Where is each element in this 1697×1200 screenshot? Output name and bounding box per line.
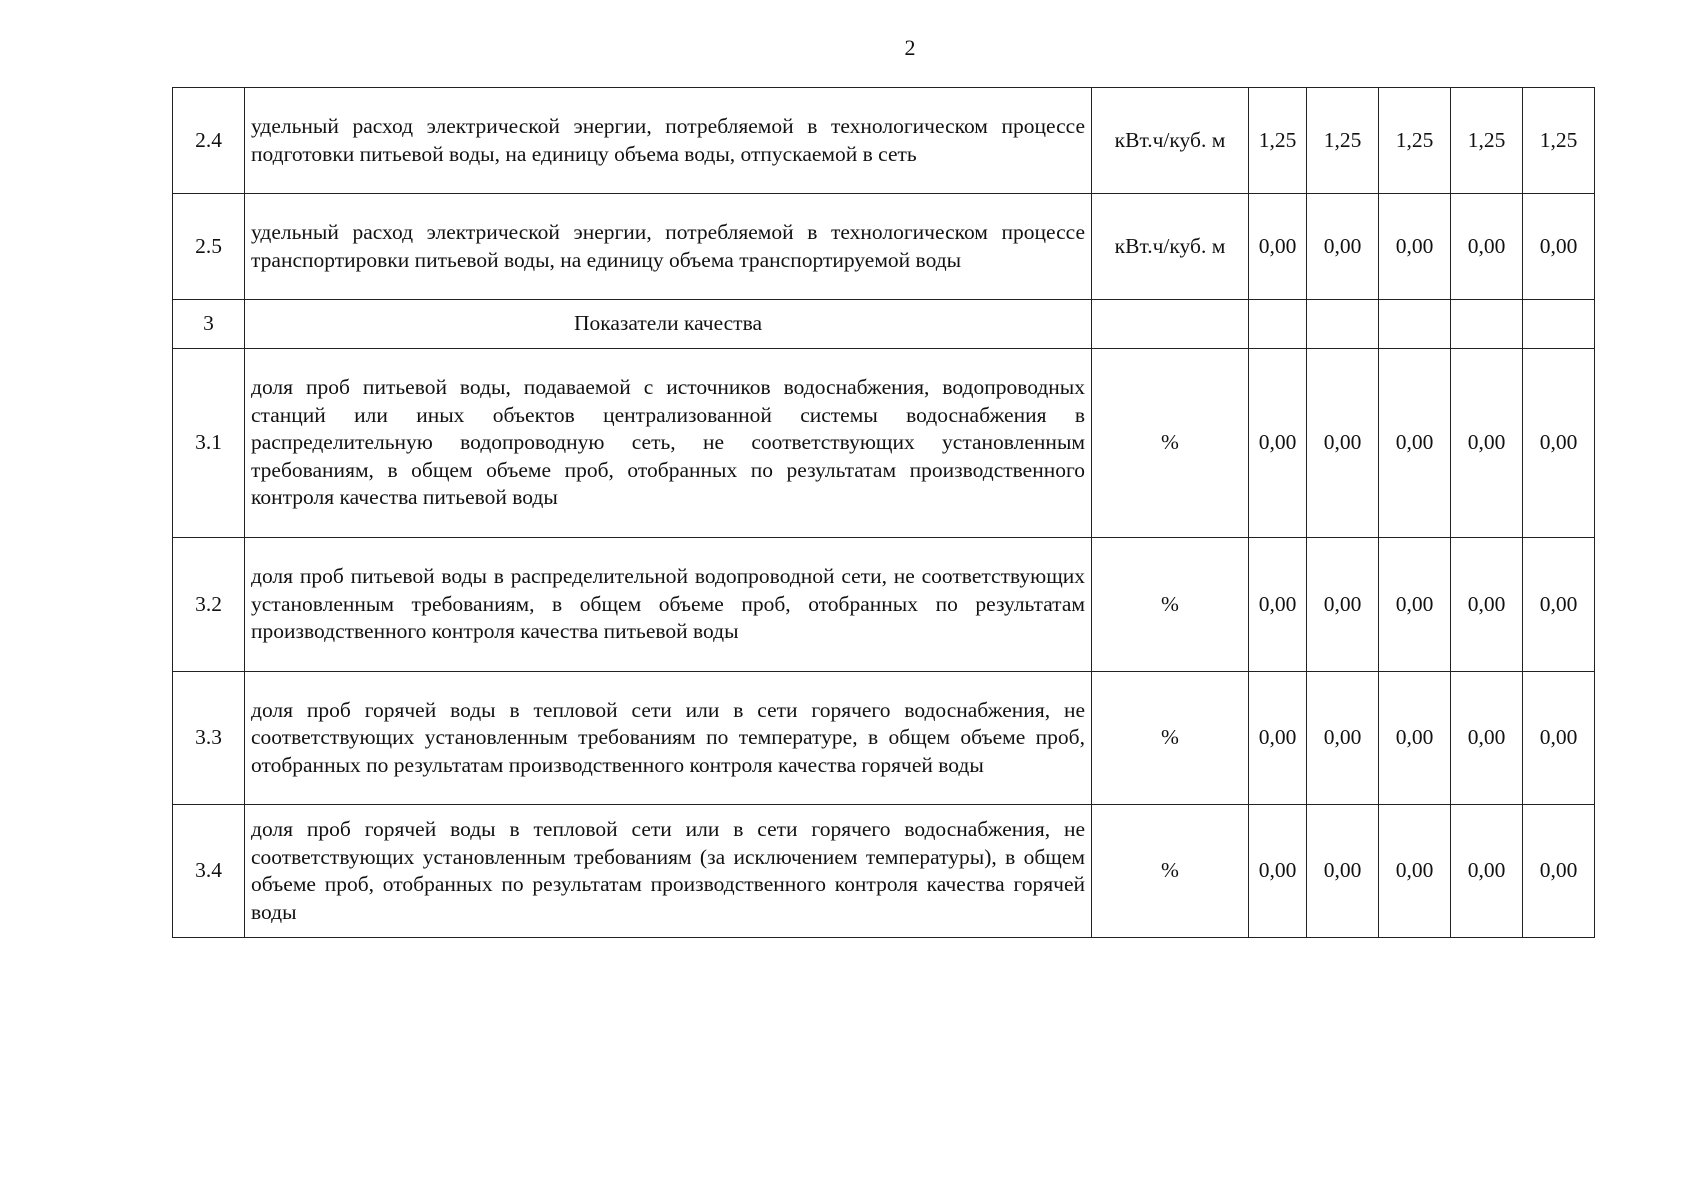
- table-row: [173, 538, 1595, 672]
- row-value: 0,00: [1249, 672, 1307, 805]
- row-value: 0,00: [1523, 194, 1595, 300]
- row-value: 1,25: [1249, 88, 1307, 194]
- row-value: [1523, 300, 1595, 349]
- row-number: 3.3: [173, 672, 245, 805]
- row-description: удельный расход электрической энергии, потребляемой в технологическом процессе подготовки питьевой воды, на единицу объема воды, отпускаемой в сеть: [245, 88, 1092, 194]
- row-value: 1,25: [1379, 88, 1451, 194]
- section-title: Показатели качества: [245, 300, 1092, 349]
- row-value: 0,00: [1451, 538, 1523, 672]
- row-number: 2.4: [173, 88, 245, 194]
- row-value: 0,00: [1523, 805, 1595, 938]
- page-number: 2: [904, 35, 916, 60]
- row-value: 0,00: [1307, 194, 1379, 300]
- row-number: 3.1: [173, 349, 245, 538]
- row-description: доля проб горячей воды в тепловой сети или в сети горячего водоснабжения, не соответствующих установленным требованиям по температуре, в общем объеме проб, отобранных по результатам производственного контроля качества горячей воды: [245, 672, 1092, 805]
- row-value: 0,00: [1379, 805, 1451, 938]
- row-value: 0,00: [1451, 805, 1523, 938]
- row-value: 0,00: [1249, 805, 1307, 938]
- row-unit: %: [1092, 672, 1249, 805]
- row-value: 0,00: [1307, 349, 1379, 538]
- row-description: доля проб питьевой воды, подаваемой с источников водоснабжения, водопроводных станций или иных объектов централизованной системы водоснабжения в распределительную водопроводную сеть, не соответствующих установленным требованиям, в общем объеме проб, отобранных по результатам производственного контроля качества питьевой воды: [245, 349, 1092, 538]
- row-description: удельный расход электрической энергии, потребляемой в технологическом процессе транспортировки питьевой воды, на единицу объема транспортируемой воды: [245, 194, 1092, 300]
- section-number: 3: [173, 300, 245, 349]
- row-number: 3.4: [173, 805, 245, 938]
- row-description: доля проб питьевой воды в распределительной водопроводной сети, не соответствующих установленным требованиям, в общем объеме проб, отобранных по результатам производственного контроля качества питьевой воды: [245, 538, 1092, 672]
- row-unit: кВт.ч/куб. м: [1092, 194, 1249, 300]
- table-row: [173, 88, 1595, 194]
- row-value: 0,00: [1307, 805, 1379, 938]
- row-value: 0,00: [1379, 672, 1451, 805]
- row-value: 1,25: [1307, 88, 1379, 194]
- row-value: [1451, 300, 1523, 349]
- row-unit: [1092, 300, 1249, 349]
- row-number: 3.2: [173, 538, 245, 672]
- row-value: 0,00: [1451, 672, 1523, 805]
- table-row: [173, 805, 1595, 938]
- row-value: 0,00: [1523, 672, 1595, 805]
- row-value: 0,00: [1307, 672, 1379, 805]
- indicators-table: [172, 87, 1595, 938]
- row-unit: %: [1092, 538, 1249, 672]
- table-row: [173, 349, 1595, 538]
- row-number: 2.5: [173, 194, 245, 300]
- row-value: 0,00: [1523, 349, 1595, 538]
- row-value: 0,00: [1379, 194, 1451, 300]
- section-row: [173, 300, 1595, 349]
- row-value: [1379, 300, 1451, 349]
- row-unit: кВт.ч/куб. м: [1092, 88, 1249, 194]
- row-value: 0,00: [1249, 349, 1307, 538]
- row-value: 0,00: [1451, 194, 1523, 300]
- table-row: [173, 194, 1595, 300]
- row-value: 1,25: [1451, 88, 1523, 194]
- row-value: [1249, 300, 1307, 349]
- row-value: 0,00: [1379, 349, 1451, 538]
- row-value: [1307, 300, 1379, 349]
- table-row: [173, 672, 1595, 805]
- row-unit: %: [1092, 805, 1249, 938]
- row-value: 0,00: [1523, 538, 1595, 672]
- row-description: доля проб горячей воды в тепловой сети или в сети горячего водоснабжения, не соответствующих установленным требованиям (за исключением температуры), в общем объеме проб, отобранных по результатам производственного контроля качества горячей воды: [245, 805, 1092, 938]
- row-value: 0,00: [1249, 194, 1307, 300]
- row-unit: %: [1092, 349, 1249, 538]
- row-value: 0,00: [1307, 538, 1379, 672]
- row-value: 0,00: [1249, 538, 1307, 672]
- row-value: 1,25: [1523, 88, 1595, 194]
- row-value: 0,00: [1379, 538, 1451, 672]
- row-value: 0,00: [1451, 349, 1523, 538]
